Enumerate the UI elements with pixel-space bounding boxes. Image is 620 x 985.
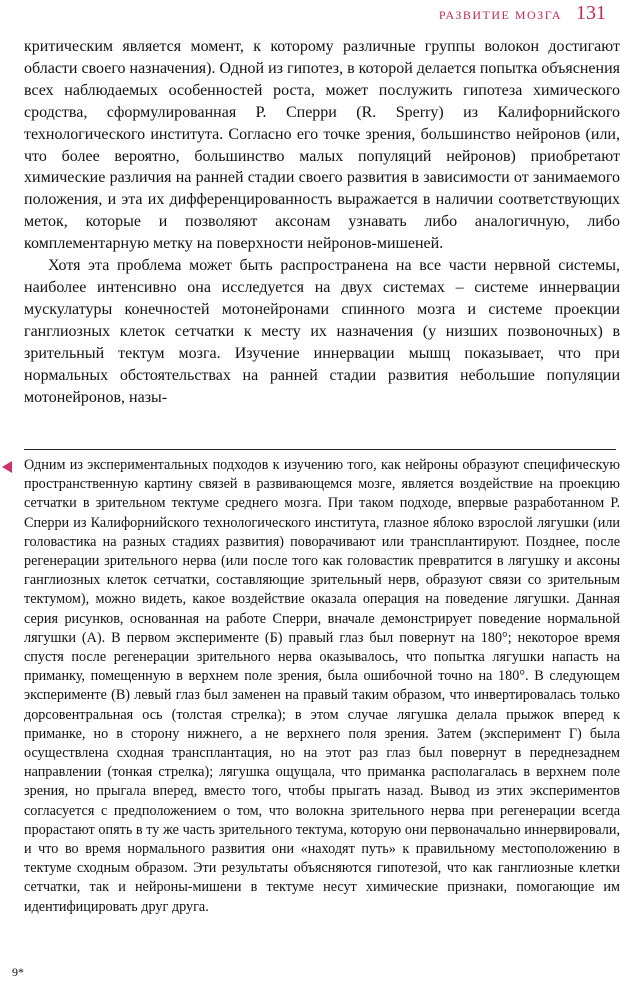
page-number: 131 bbox=[576, 2, 606, 24]
main-paragraph-1: критическим является момент, к которому различные группы волокон достигают области своего назначения). Одной из гипотез, в которой делается попытка объяснения всех наблюдаемых особенностей роста, может послужить гипотеза химического сродства, сформулированная Р. Сперри (R. Sperry) из Калифорнийского технологического института. Согласно его точке зрения, большинство нейронов (или, что более вероятно, большинство малых популяций нейронов) приобретают химические различия на ранней стадии своего развития в зависимости от занимаемого положения, и эта их дифференцированность выражается в наличии соответствующих меток, которые и позволяют аксонам узнавать либо аналогичную, либо комплементарную метку на поверхности нейронов-мишеней. bbox=[24, 38, 620, 253]
running-title: РАЗВИТИЕ МОЗГА bbox=[438, 8, 562, 22]
section-divider bbox=[24, 449, 616, 450]
main-paragraph-2: Хотя эта проблема может быть распространена на все части нервной системы, наиболее интенсивно она исследуется на двух системах – системе иннервации мускулатуры конечностей мотонейронами спинного мозга и системе проекции ганглиозных клеток сетчатки к месту их назначения (у низших позвоночных) в зрительный тектум мозга. Изучение иннервации мышц показывает, что при нормальных обстоятельствах на ранней стадии развития небольшие популяции мотонейронов, назы- bbox=[24, 257, 620, 406]
printer-signature: 9* bbox=[12, 965, 24, 979]
main-text bbox=[24, 36, 620, 408]
figure-caption: Одним из экспериментальных подходов к изучению того, как нейроны образуют специфическую пространственную картину связей в развивающемся мозге, является воздействие на проекцию сетчатки в зрительном тектуме среднего мозга. При таком подходе, впервые разработанном Р. Сперри из Калифорнийского технологического института, глазное яблоко взрослой лягушки (или головастика на разных стадиях развития) поворачивают или трансплантируют. Позднее, после регенерации зрительного нерва (или после того как головастик превратится в лягушку и аксоны ганглиозных клеток сетчатки, составляющие зрительный нерв, образуют связи со зрительным тектумом), можно видеть, какое воздействие оказала операция на поведение лягушки. Данная серия рисунков, основанная на работе Сперри, вначале демонстрирует поведение нормальной лягушки (А). В первом эксперименте (Б) правый глаз был повернут на 180°; некоторое время спустя после регенерации зрительного нерва оказывалось, что попытка лягушки напасть на приманку, помещенную в верхнем поле зрения, была ошибочной точно на 180°. В следующем эксперименте (В) левый глаз был заменен на правый таким образом, что инвертировалась только дорсовентральная ось (толстая стрелка); в этом случае лягушка делала прыжок вперед к приманке, но в сторону нижнего, а не верхнего поля зрения. Затем (эксперимент Г) была осуществлена сходная трансплантация, но на этот раз глаз был повернут в переднезаднем направлении (тонкая стрелка); лягушка ощущала, что приманка располагалась в верхнем поле зрения, но прыгала вперед, вместо того, чтобы прыгать назад. Вывод из этих экспериментов согласуется с предположением о том, что волокна зрительного нерва при регенерации всегда прорастают опять в ту же часть зрительного тектума, которую они первоначально иннервировали, и что во время нормального развития они «находят путь» к правильному местоположению в тектуме сходным образом. Эти результаты объясняются гипотезой, что как ганглиозные клетки сетчатки, так и нейроны-мишени в тектуме несут химические признаки, помогающие им идентифицировать друг друга. bbox=[24, 457, 620, 915]
running-head bbox=[439, 2, 606, 25]
caption-marker-triangle-icon bbox=[2, 461, 12, 473]
